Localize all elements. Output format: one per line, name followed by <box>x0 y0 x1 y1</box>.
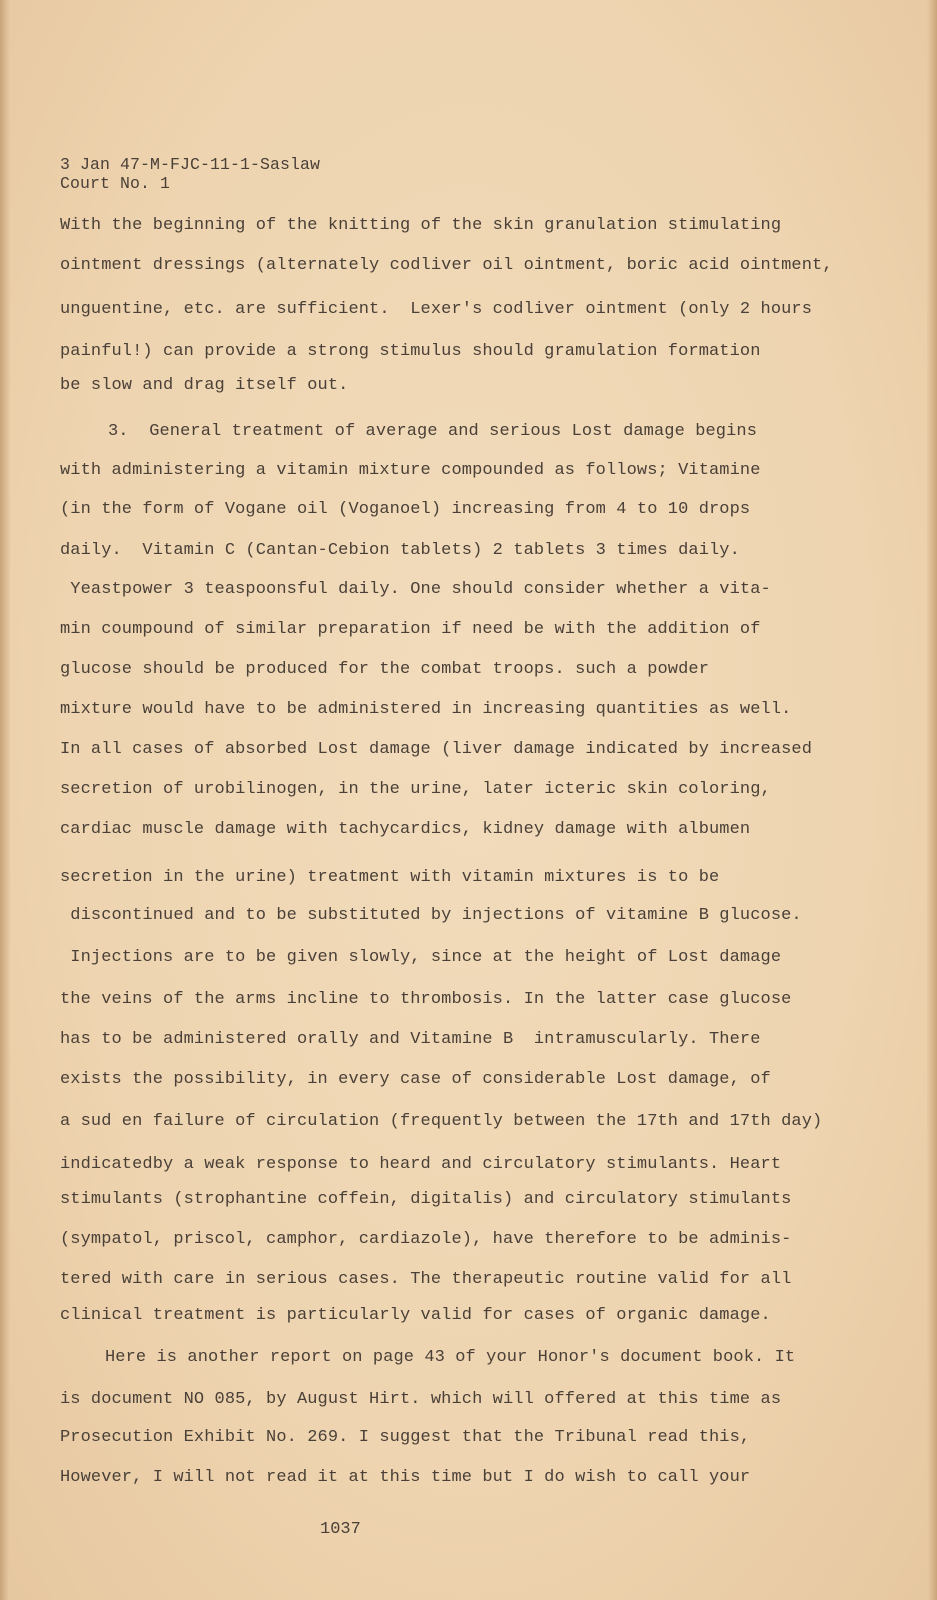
text-line: with administering a vitamin mixture compounded as follows; Vitamine <box>60 461 761 480</box>
text-line: In all cases of absorbed Lost damage (liver damage indicated by increased <box>60 740 813 759</box>
text-line: indicatedby a weak response to heard and circulatory stimulants. Heart <box>60 1155 782 1174</box>
text-line: painful!) can provide a strong stimulus should gramulation formation <box>60 342 761 361</box>
text-line: (sympatol, priscol, camphor, cardiazole), have therefore to be adminis- <box>60 1230 792 1249</box>
text-line: stimulants (strophantine coffein, digitalis) and circulatory stimulants <box>60 1190 792 1209</box>
page-edge-right <box>927 0 937 1600</box>
text-line: Injections are to be given slowly, since at the height of Lost damage <box>60 948 782 967</box>
text-line: daily. Vitamin C (Cantan-Cebion tablets) 2 tablets 3 times daily. <box>60 541 740 560</box>
text-line: ointment dressings (alternately codliver oil ointment, boric acid ointment, <box>60 256 833 275</box>
text-line: clinical treatment is particularly valid for cases of organic damage. <box>60 1306 771 1325</box>
text-line: discontinued and to be substituted by injections of vitamine B glucose. <box>60 906 802 925</box>
text-line: With the beginning of the knitting of the skin granulation stimulating <box>60 216 782 235</box>
text-line: tered with care in serious cases. The therapeutic routine valid for all <box>60 1270 792 1289</box>
text-line: the veins of the arms incline to thrombosis. In the latter case glucose <box>60 990 792 1009</box>
page-number: 1037 <box>320 1520 361 1539</box>
text-line: 3. General treatment of average and serious Lost damage begins <box>108 422 758 441</box>
text-line: cardiac muscle damage with tachycardics, kidney damage with albumen <box>60 820 751 839</box>
text-line: secretion in the urine) treatment with vitamin mixtures is to be <box>60 868 720 887</box>
text-line: glucose should be produced for the combat troops. such a powder <box>60 660 710 679</box>
text-line: Here is another report on page 43 of your Honor's document book. It <box>105 1348 796 1367</box>
text-line: However, I will not read it at this time but I do wish to call your <box>60 1468 751 1487</box>
text-line: min coumpound of similar preparation if need be with the addition of <box>60 620 761 639</box>
text-line: Yeastpower 3 teaspoonsful daily. One should consider whether a vita- <box>60 580 771 599</box>
header-docket: 3 Jan 47-M-FJC-11-1-Saslaw <box>60 155 321 174</box>
header-court: Court No. 1 <box>60 174 171 193</box>
text-line: is document NO 085, by August Hirt. which will offered at this time as <box>60 1390 782 1409</box>
text-line: secretion of urobilinogen, in the urine, later icteric skin coloring, <box>60 780 771 799</box>
text-line: a sud en failure of circulation (frequently between the 17th and 17th day) <box>60 1112 823 1131</box>
text-line: exists the possibility, in every case of considerable Lost damage, of <box>60 1070 771 1089</box>
page-edge-left <box>0 0 10 1600</box>
text-line: Prosecution Exhibit No. 269. I suggest that the Tribunal read this, <box>60 1428 751 1447</box>
text-line: mixture would have to be administered in increasing quantities as well. <box>60 700 792 719</box>
text-line: has to be administered orally and Vitamine B intramuscularly. There <box>60 1030 761 1049</box>
text-line: (in the form of Vogane oil (Voganoel) increasing from 4 to 10 drops <box>60 500 751 519</box>
text-line: be slow and drag itself out. <box>60 376 349 395</box>
text-line: unguentine, etc. are sufficient. Lexer's codliver ointment (only 2 hours <box>60 300 813 319</box>
